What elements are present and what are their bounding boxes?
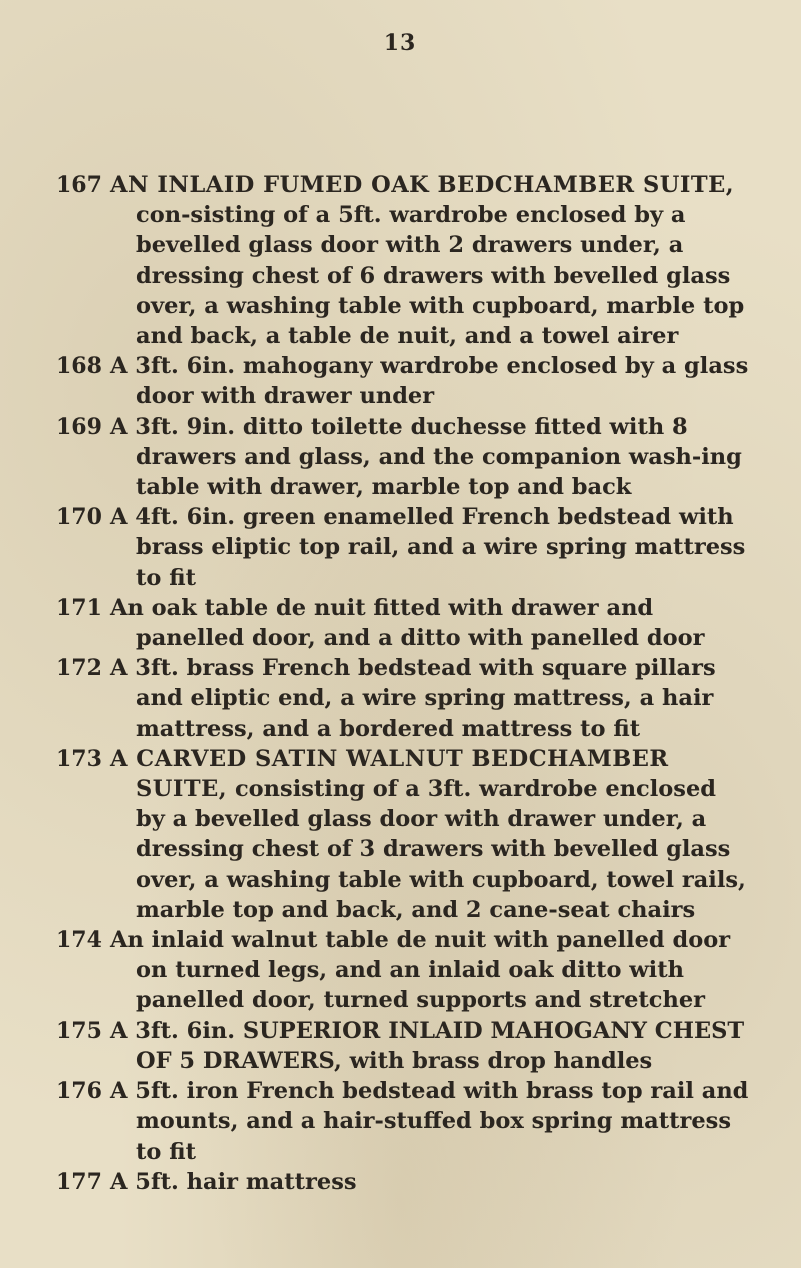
- lot-number: 168: [56, 353, 102, 380]
- lot-170: [0, 502, 801, 593]
- lot-description: A 4ft. 6in. green enamelled French bedstead with brass eliptic top rail, and a wire spring mattress to fit: [110, 504, 746, 591]
- lot-description: A 3ft. 6in. SUPERIOR INLAID MAHOGANY CHEST OF 5 DRAWERS, with brass drop handles: [110, 1017, 745, 1074]
- lot-174: [0, 925, 801, 1016]
- lot-body: con-sisting of a 5ft. wardrobe enclosed by a bevelled glass door with 2 drawers under, a dressing chest of 6 drawers with bevelled glass over, a washing table with cupboard, marble top and back, a table de nuit, and a towel airer: [136, 202, 745, 350]
- lot-173: [0, 744, 801, 925]
- lot-heading: A CARVED SATIN WALNUT BEDCHAMBER SUITE,: [110, 745, 669, 803]
- lot-171: [0, 593, 801, 653]
- lot-number: 169: [56, 413, 102, 440]
- lot-description: A 5ft. iron French bedstead with brass top rail and mounts, and a hair-stuffed box spring mattress to fit: [110, 1078, 749, 1165]
- lot-description: An inlaid walnut table de nuit with panelled door on turned legs, and an inlaid oak ditto with panelled door, turned supports and stretcher: [110, 927, 731, 1014]
- lot-description: [110, 744, 750, 925]
- lot-176: [0, 1076, 801, 1167]
- lot-number: 167: [56, 172, 102, 198]
- lot-body: consisting of a 3ft. wardrobe enclosed by a bevelled glass door with drawer under, a dressing chest of 3 drawers with bevelled glass over, a washing table with cupboard, towel rails, marble top and back, and 2 cane-seat chairs: [136, 776, 746, 923]
- lot-number: 173: [56, 745, 102, 772]
- lot-description: A 3ft. 6in. mahogany wardrobe enclosed by a glass door with drawer under: [110, 353, 749, 410]
- lot-172: [0, 653, 801, 744]
- lot-number: 172: [56, 655, 102, 682]
- lot-description: A 5ft. hair mattress: [110, 1168, 357, 1195]
- lot-number: 175: [56, 1017, 102, 1044]
- lot-heading: AN INLAID FUMED OAK BEDCHAMBER SUITE,: [110, 172, 735, 198]
- lot-description: An oak table de nuit fitted with drawer and panelled door, and a ditto with panelled door: [110, 594, 705, 652]
- page-number: 13: [383, 30, 417, 56]
- lot-177: [0, 1167, 801, 1197]
- lot-number: 174: [56, 927, 102, 954]
- lot-number: 176: [56, 1078, 102, 1105]
- lot-description: A 3ft. 9in. ditto toilette duchesse fitted with 8 drawers and glass, and the companion wash-ing table with drawer, marble top and back: [110, 413, 742, 501]
- lot-description: [110, 170, 750, 351]
- lot-number: 177: [56, 1168, 102, 1195]
- lot-number: 171: [56, 594, 102, 621]
- lot-description: A 3ft. brass French bedstead with square pillars and eliptic end, a wire spring mattress, a hair mattress, and a bordered mattress to fit: [110, 655, 716, 742]
- lot-168: [0, 351, 801, 411]
- lot-number: 170: [56, 504, 102, 531]
- lot-list: [0, 170, 801, 1197]
- lot-167: [0, 170, 801, 351]
- lot-169: [0, 412, 801, 503]
- lot-175: [0, 1016, 801, 1076]
